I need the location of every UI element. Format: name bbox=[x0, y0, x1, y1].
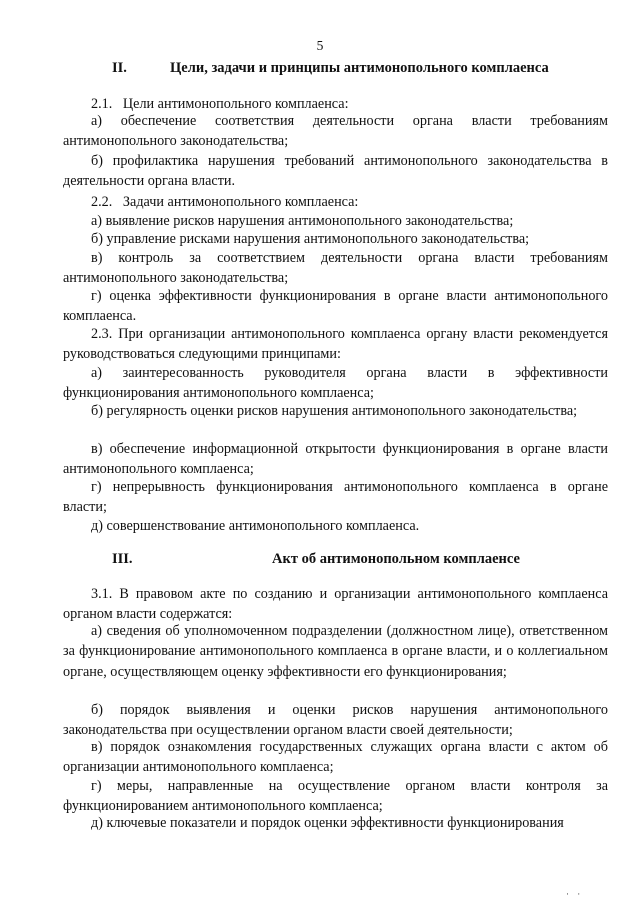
paragraph-2-3-c: в) обеспечение информационной открытости функционирования в органе власти антимонопольного комплаенса; bbox=[63, 441, 608, 478]
section-3-title: Акт об антимонопольном комплаенсе bbox=[272, 551, 520, 567]
paragraph-2-3-e: д) совершенствование антимонопольного комплаенса. bbox=[91, 518, 420, 534]
paragraph-2-1-a: а) обеспечение соответствия деятельности органа власти требованиям антимонопольного законодательства; bbox=[63, 113, 608, 150]
paragraph-3-1-a: а) сведения об уполномоченном подразделении (должностном лице), ответственном за функционирование антимонопольного комплаенса в органе власти, и о коллегиальном органе, осуществляющем оценку эффективности его функционирования; bbox=[63, 623, 608, 680]
paragraph-2-2-b: б) управление рисками нарушения антимонопольного законодательства; bbox=[91, 231, 530, 247]
paragraph-2-2-d: г) оценка эффективности функционирования в органе власти антимонопольного комплаенса. bbox=[63, 288, 608, 325]
section-2-title: Цели, задачи и принципы антимонопольного комплаенса bbox=[170, 60, 549, 76]
paragraph-2-1-b: б) профилактика нарушения требований антимонопольного законодательства в деятельности органа власти. bbox=[63, 153, 608, 190]
paragraph-3-1-b: б) порядок выявления и оценки рисков нарушения антимонопольного законодательства при осуществлении органом власти своей деятельности; bbox=[63, 702, 608, 739]
paragraph-2-3-b: б) регулярность оценки рисков нарушения антимонопольного законодательства; bbox=[91, 403, 578, 419]
paragraph-2-2-c: в) контроль за соответствием деятельности органа власти требованиям антимонопольного законодательства; bbox=[63, 250, 608, 287]
section-2-number: II. bbox=[112, 60, 127, 76]
paragraph-2-2-a: а) выявление рисков нарушения антимонопольного законодательства; bbox=[91, 213, 514, 229]
paragraph-2-3-a: а) заинтересованность руководителя органа власти в эффективности функционирования антимонопольного комплаенса; bbox=[63, 365, 608, 402]
paragraph-2-3: 2.3. При организации антимонопольного комплаенса органу власти рекомендуется руководствоваться следующими принципами: bbox=[63, 326, 608, 363]
paragraph-3-1-c: в) порядок ознакомления государственных служащих органа власти с актом об организации антимонопольного комплаенса; bbox=[63, 739, 608, 776]
paragraph-3-1-e: д) ключевые показатели и порядок оценки эффективности функционирования bbox=[91, 815, 564, 831]
paragraph-2-1: 2.1. Цели антимонопольного комплаенса: bbox=[91, 96, 349, 112]
footer-marks: · · bbox=[566, 889, 584, 899]
paragraph-3-1-d: г) меры, направленные на осуществление органом власти контроля за функционированием антимонопольного комплаенса; bbox=[63, 778, 608, 815]
page-number: 5 bbox=[316, 38, 324, 53]
paragraph-2-3-d: г) непрерывность функционирования антимонопольного комплаенса в органе власти; bbox=[63, 479, 608, 516]
paragraph-3-1: 3.1. В правовом акте по созданию и организации антимонопольного комплаенса органом власти содержатся: bbox=[63, 586, 608, 623]
paragraph-2-2: 2.2. Задачи антимонопольного комплаенса: bbox=[91, 194, 359, 210]
section-3-number: III. bbox=[112, 551, 133, 567]
